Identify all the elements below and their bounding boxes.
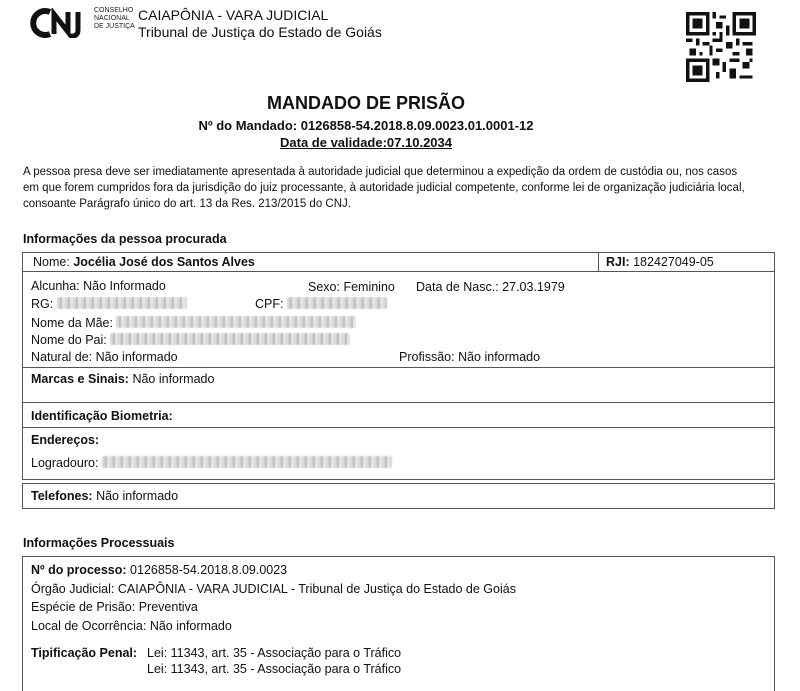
organ-field: Órgão Judicial: CAIAPÔNIA - VARA JUDICIAL - Tribunal de Justiça do Estado de Goiás <box>31 582 516 596</box>
name-field: Nome: Jocélia José dos Santos Alves <box>33 255 255 269</box>
qr-code <box>686 12 756 82</box>
addresses-label: Endereços: <box>31 433 100 447</box>
process-section-title: Informações Processuais <box>23 536 175 550</box>
process-number-field: Nº do processo: 0126858-54.2018.8.09.0023 <box>31 563 288 577</box>
biometry-field: Identificação Biometria: <box>31 409 173 423</box>
typification-label: Tipificação Penal: <box>31 646 138 660</box>
father-field: Nome do Pai: <box>31 333 350 347</box>
street-field: Logradouro: <box>31 456 392 470</box>
addresses-box <box>22 427 775 480</box>
cpf-field: CPF: <box>255 297 387 311</box>
arrest-kind-field: Espécie de Prisão: Preventiva <box>31 600 198 614</box>
intro-paragraph: A pessoa presa deve ser imediatamente apresentada à autoridade judicial que determinou a expedição da ordem de custódia ou, nos casos em que forem cumpridos fora da jurisdição do juiz processante, à autoridade judicial competente, conforme lei de organização judiciária local, consoante Parágrafo único do art. 13 da Res. 213/2015 do CNJ. <box>23 166 745 210</box>
court-tribunal: Tribunal de Justiça do Estado de Goiás <box>138 24 382 40</box>
marks-field: Marcas e Sinais: Não informado <box>31 372 215 386</box>
typification-item: Lei: 11343, art. 35 - Associação para o Tráfico <box>147 646 402 660</box>
place-field: Local de Ocorrência: Não informado <box>31 619 232 633</box>
natural-field: Natural de: Não informado <box>31 350 178 364</box>
phones-field: Telefones: Não informado <box>31 489 179 503</box>
typification-item: Lei: 11343, art. 35 - Associação para o Tráfico <box>147 662 402 676</box>
mother-field: Nome da Mãe: <box>31 316 356 330</box>
sex-field: Sexo: Feminino <box>308 280 395 294</box>
rg-field: RG: <box>31 297 187 311</box>
warrant-number: Nº do Mandado: 0126858-54.2018.8.09.0023.01.0001-12 <box>198 118 534 133</box>
person-section-title: Informações da pessoa procurada <box>23 232 227 246</box>
court-name: CAIAPÔNIA - VARA JUDICIAL <box>138 7 329 23</box>
cnj-logo <box>30 8 90 38</box>
alias-field: Alcunha: Não Informado <box>31 279 166 293</box>
birth-field: Data de Nasc.: 27.03.1979 <box>416 280 565 294</box>
validity-date: Data de validade:07.10.2034 <box>280 135 452 150</box>
profession-field: Profissão: Não informado <box>399 350 541 364</box>
logo-caption: CONSELHO NACIONAL DE JUSTIÇA <box>94 7 135 30</box>
document-title: MANDADO DE PRISÃO <box>266 93 465 113</box>
rji-field: RJI: 182427049-05 <box>606 255 714 269</box>
